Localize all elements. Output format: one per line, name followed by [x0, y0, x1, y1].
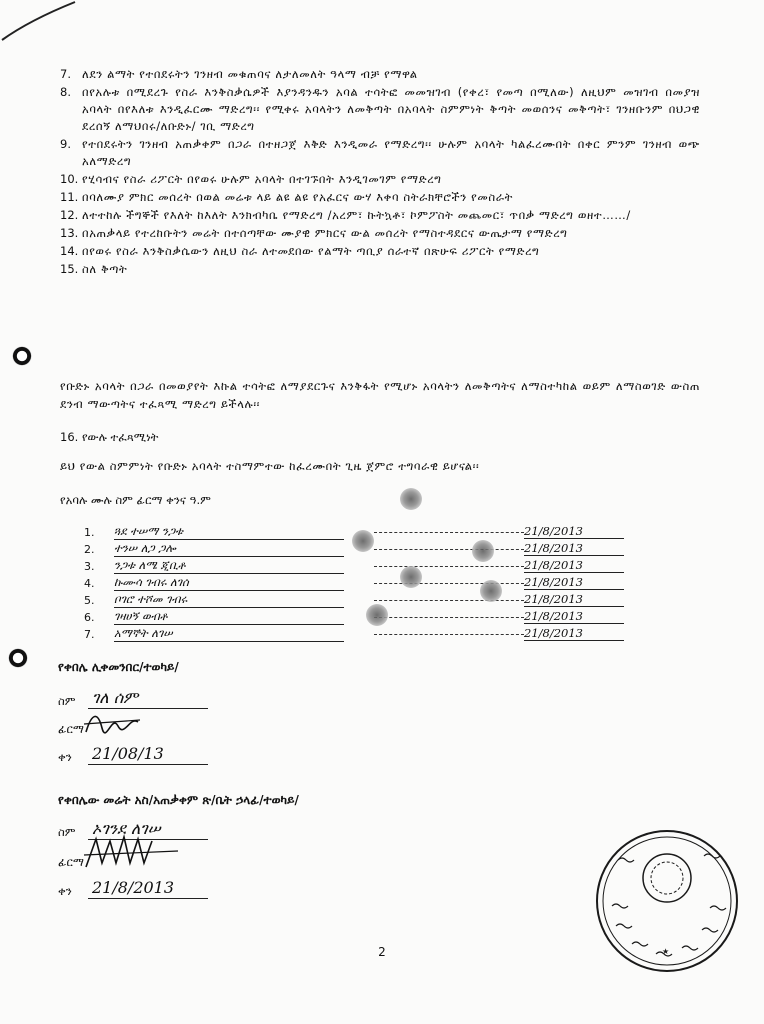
member-name: ንጋቱ ለሜ ጂቢቶ — [114, 558, 344, 574]
item-number: 9. — [60, 137, 71, 151]
page-number: 2 — [378, 945, 386, 959]
item-text: በየአሉቱ በሚደረጉ የስራ እንቅስቃሴዎች እያንዳንዱን አባል ተሳትፎ መመዝገብ (የቀረ፣ የመጣ በሚለው) ለዚህም መዝገብ በመያዝ አባላት በየእለቱ እንዲፈርሙ ማድረግ፡፡ የሚቀሩ አባላትን ለመቅጣት በአባላት ስምምነት ቅጣት መወሰንና መቅጣት፣ ገንዘቡንም በህጋዊ ደረሰኝ ለማህበሩ/ለቡድኑ/ ገቢ ማድረግ — [82, 85, 700, 133]
section-16-text: ይህ የውል ስምምነት የቡድኑ አባላት ተስማምተው ከፈረሙበት ጊዜ ጀምሮ ተግባራዊ ይሆናል፡፡ — [60, 459, 480, 473]
list-item — [60, 207, 700, 224]
kebele-chair-date-field — [58, 744, 164, 765]
member-name: ጓደ ተሠማ ንጋቱ — [114, 524, 344, 540]
member-name: ኩሙሳ ገብሩ ለገሰ — [114, 575, 344, 591]
name-value: ኦገንደ ለገሠ — [92, 819, 161, 838]
signature-line — [374, 617, 524, 618]
list-item — [60, 225, 700, 242]
list-item — [60, 66, 700, 83]
name-label: ስም — [58, 694, 76, 708]
sign-date: 21/8/2013 — [524, 575, 624, 590]
member-name: ቦገሮ ተሾመ ገብሩ — [114, 592, 344, 608]
land-office-title: የቀበሌው መሬት አስ/አጠቃቀም ጽ/ቤት ኃላፊ/ተወካይ/ — [58, 793, 299, 807]
item-number: 7. — [60, 67, 71, 81]
row-index: 2. — [84, 543, 95, 556]
signature-line — [374, 583, 524, 584]
corner-pen-mark — [0, 0, 80, 50]
row-index: 5. — [84, 594, 95, 607]
item-text: ስለ ቅጣት — [82, 262, 128, 276]
signature-line — [374, 566, 524, 567]
signature-table-heading: የአባሉ ሙሉ ስም ፊርማ ቀንና ዓ.ም — [60, 493, 211, 507]
item-text: ለደን ልማት የተበደሩትን ገንዘብ መቁጠባና ለታለመለት ዓላማ ብቻ የማዋል — [82, 67, 418, 81]
signature-line — [374, 532, 524, 533]
member-name: ተንሠ ለጋ ጋሎ — [114, 541, 344, 557]
land-office-date-field — [58, 878, 175, 899]
thumbprint-mark — [480, 580, 502, 602]
signature-line — [374, 549, 524, 550]
sign-date: 21/8/2013 — [524, 558, 624, 573]
item-text: በባለሙያ ምክር መሰረት በወል መሬቱ ላይ ልዩ ልዩ የአፈርና ውሃ እቀባ ስትራክቸሮችን የመስራት — [82, 190, 513, 204]
punch-hole-bottom — [8, 648, 28, 668]
svg-text:★: ★ — [662, 947, 670, 956]
sign-date: 21/8/2013 — [524, 609, 624, 624]
signature-line — [374, 600, 524, 601]
thumbprint-mark — [366, 604, 388, 626]
section-16-heading: 16. የውሉ ተፈጻሚነት — [60, 430, 159, 444]
list-item — [60, 261, 700, 278]
date-value: 21/08/13 — [92, 744, 164, 763]
item-text: ለተተከሉ ችግኞች የእለት ከእለት እንክብካቤ የማድረግ /አረም፣ ኩትኳቶ፣ ኮምፖስት መጨመር፣ ጥበቃ ማድረግ ወዘተ……/ — [82, 208, 631, 222]
list-item — [60, 136, 700, 170]
item-number: 8. — [60, 85, 71, 99]
handwritten-signature — [82, 833, 182, 873]
item-text: በአጠቃላይ የተረከቡትን መሬት በተሰጣቸው ሙያዊ ምክርና ውል መሰረት የማስተዳደርና ውጤታማ የማድረግ — [82, 226, 568, 240]
sign-date: 21/8/2013 — [524, 541, 624, 556]
row-index: 6. — [84, 611, 95, 624]
table-row — [84, 609, 644, 625]
row-index: 1. — [84, 526, 95, 539]
kebele-chair-signature-field — [58, 722, 84, 737]
punch-hole-top — [12, 346, 32, 366]
item-number: 14. — [60, 244, 79, 258]
list-item — [60, 189, 700, 206]
signature-label: ፊርማ — [58, 855, 84, 869]
member-name: ገዛሀኝ ወብቶ — [114, 609, 344, 625]
table-row — [84, 626, 644, 642]
date-value: 21/8/2013 — [92, 878, 175, 897]
signature-line — [374, 634, 524, 635]
thumbprint-mark — [400, 566, 422, 588]
item-number: 13. — [60, 226, 79, 240]
date-label: ቀን — [58, 884, 72, 898]
underline — [88, 764, 208, 765]
table-row — [84, 575, 644, 591]
row-index: 4. — [84, 577, 95, 590]
handwritten-signature — [82, 710, 142, 738]
date-label: ቀን — [58, 750, 72, 764]
land-office-name-field — [58, 819, 161, 840]
list-item — [60, 243, 700, 260]
list-item — [60, 171, 700, 188]
thumbprint-mark — [352, 530, 374, 552]
signature-label: ፊርማ — [58, 722, 84, 736]
item-text: በየወሩ የስራ እንቅስቃሴውን ለዚህ ስራ ለተመደበው የልማት ጣቢያ ሰራተኛ በጽሁፍ ሪፖርት የማድረግ — [82, 244, 540, 258]
name-label: ስም — [58, 825, 76, 839]
list-item — [60, 84, 700, 135]
item-number: 11. — [60, 190, 79, 204]
item-number: 12. — [60, 208, 79, 222]
row-index: 3. — [84, 560, 95, 573]
thumbprint-mark — [472, 540, 494, 562]
row-index: 7. — [84, 628, 95, 641]
land-office-signature-field — [58, 855, 84, 870]
underline — [88, 898, 208, 899]
obligations-list — [60, 66, 700, 279]
item-number: 10. — [60, 172, 79, 186]
thumbprint-mark — [400, 488, 422, 510]
table-row — [84, 558, 644, 574]
table-row — [84, 592, 644, 608]
member-name: አማኞት ለገሠ — [114, 626, 344, 642]
item-number: 15. — [60, 262, 79, 276]
item-text: የሂሳብና የስራ ሪፖርት በየወሩ ሁሉም አባላት በተገኙበት እንዲገመገም የማድረግ — [82, 172, 442, 186]
sign-date: 21/8/2013 — [524, 592, 624, 607]
name-value: ገለ ሰም — [92, 688, 139, 707]
kebele-chair-title: የቀበሌ ሊቀመንበር/ተወካይ/ — [58, 660, 179, 674]
underline — [88, 708, 208, 709]
kebele-chair-name-field — [58, 688, 139, 709]
sign-date: 21/8/2013 — [524, 626, 624, 641]
penalty-paragraph: የቡድኑ አባላት በጋራ በመወያየት እኩል ተሳትፎ ለማያደርጉና እንቅፋት የሚሆኑ አባላትን ለመቅጣትና ለማስተካከል ወይም ለማስወገድ ውስጠ ደንብ ማውጣትና ተፈጻሚ ማድረግ ይችላሉ፡፡ — [60, 379, 700, 411]
sign-date: 21/8/2013 — [524, 524, 624, 539]
item-text: የተበደሩትን ገንዘብ አጠቃቀም በጋራ በተዘጋጀ እቅድ እንዲመራ የማድረግ፡፡ ሁሉም አባላት ካልፈረሙበት በቀር ምንም ገንዘብ ወጭ አለማድረግ — [82, 137, 700, 168]
